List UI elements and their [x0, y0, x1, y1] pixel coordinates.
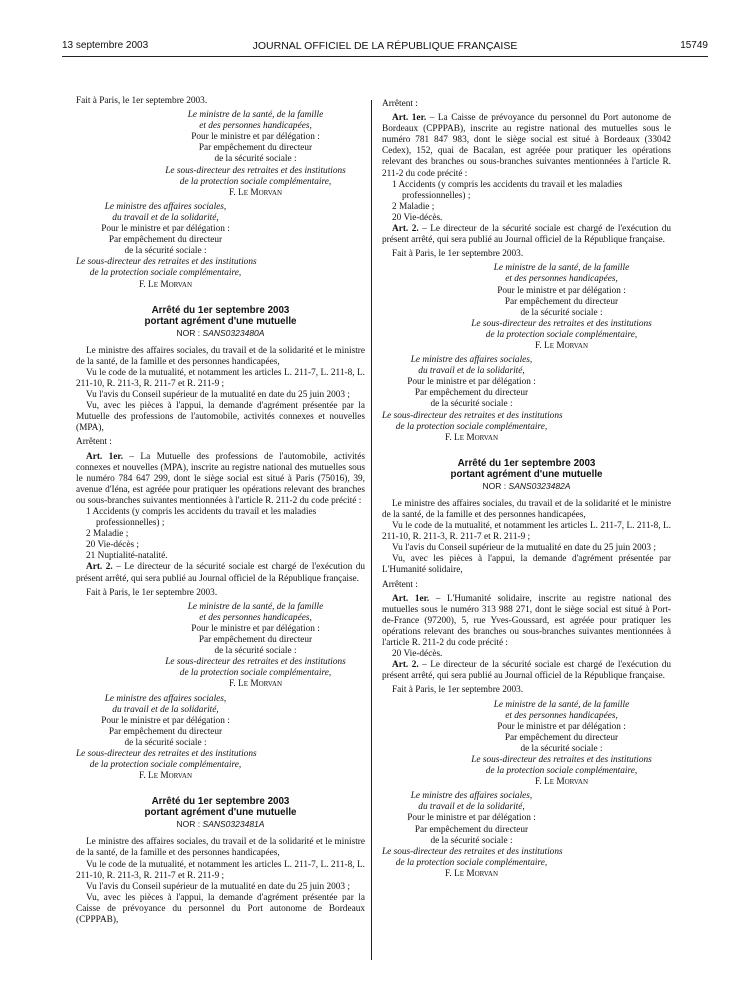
signature-block-sante [146, 110, 365, 199]
signature-block-affaires [76, 202, 255, 291]
page-header [62, 40, 708, 57]
signatory-name: F. Le Morvan [534, 340, 589, 351]
sous-directeur-line: de la protection sociale complémentaire, [89, 760, 242, 771]
empechement-line: de la sécurité sociale : [124, 737, 207, 748]
delegation-line: Pour le ministre et par délégation : [407, 813, 536, 824]
nor-reference [76, 328, 365, 339]
nor-label: NOR : [176, 819, 201, 830]
nor-reference [382, 481, 671, 492]
article-1 [382, 594, 671, 649]
signature-block-sante [452, 263, 671, 352]
signatory-title: Le ministre des affaires sociales, [104, 201, 227, 212]
empechement-line: Par empêchement du directeur [504, 296, 619, 307]
signatory-title: du travail et de la solidarité, [112, 704, 219, 715]
branch-item-cont: professionnelles) ; [96, 518, 165, 529]
article-text: – Le directeur de la sécurité sociale est chargé de l'exécution du présent arrêté, qui sera publié au Journal officiel de la République française. [382, 224, 671, 246]
nor-label: NOR : [176, 327, 201, 338]
empechement-line: de la sécurité sociale : [124, 246, 207, 257]
journal-title: JOURNAL OFFICIEL DE LA RÉPUBLIQUE FRANÇAISE [252, 40, 518, 52]
sous-directeur-line: de la protection sociale complémentaire, [395, 857, 548, 868]
branch-item-cont: professionnelles) ; [402, 190, 471, 201]
empechement-line: de la sécurité sociale : [214, 154, 297, 165]
signatory-title: Le ministre des affaires sociales, [410, 355, 533, 366]
signature-block-sante [146, 602, 365, 691]
visa: Vu l'avis du Conseil supérieur de la mutualité en date du 25 juin 2003 ; [86, 390, 350, 401]
empechement-line: de la sécurité sociale : [520, 307, 603, 318]
signatory-title: et des personnes handicapées, [505, 274, 618, 285]
empechement-line: Par empêchement du directeur [108, 726, 223, 737]
empechement-line: Par empêchement du directeur [108, 235, 223, 246]
visa: Vu, avec les pièces à l'appui, la demande d'agrément présentée par la Caisse de prévoyance du personnel du Port autonome de Bordeaux (CPPPAB), [76, 892, 365, 925]
signatory-title: Le ministre des affaires sociales, [410, 791, 533, 802]
arrete-title-line: Arrêté du 1er septembre 2003 [457, 457, 596, 469]
branch-item: 21 Nuptialité-natalité. [86, 551, 168, 562]
column-divider [371, 100, 372, 960]
empechement-line: Par empêchement du directeur [414, 388, 529, 399]
article-text: – La Mutuelle des professions de l'automobile, activités connexes et nouvelles (MPA), inscrite au registre national des mutuelles sous le numéro 784 647 299, dont le siège social est situé à Paris (75016), 39, avenue d'Iéna, est agréée pour pratiquer les opérations relevant des branches ou sous-branches suivantes mentionnées à l'article R. 211-2 du code précité : [76, 451, 365, 506]
signature-block-affaires [382, 355, 561, 444]
signatory-title: Le ministre de la santé, de la famille [187, 601, 324, 612]
article-2 [382, 660, 671, 682]
empechement-line: de la sécurité sociale : [430, 835, 513, 846]
sous-directeur-line: Le sous-directeur des retraites et des institutions [165, 165, 346, 176]
signatory-title: du travail et de la solidarité, [418, 366, 525, 377]
visa: Vu le code de la mutualité, et notamment les articles L. 211-7, L. 211-8, L. 211-10, R. 211-3, R. 211-7 et R. 211-9 ; [76, 367, 365, 389]
branch-item: 2 Maladie ; [392, 201, 435, 212]
branch-item: 20 Vie-décès ; [86, 540, 139, 551]
arrete-title [76, 796, 365, 818]
signatory-title: Le ministre de la santé, de la famille [493, 699, 630, 710]
arrete-title-line: portant agrément d'une mutuelle [450, 468, 603, 480]
signatory-title: du travail et de la solidarité, [112, 212, 219, 223]
arrete-title-line: Arrêté du 1er septembre 2003 [151, 796, 290, 808]
article-text: – Le directeur de la sécurité sociale est chargé de l'exécution du présent arrêté, qui sera publié au Journal officiel de la République française. [76, 562, 365, 584]
signatory-name: F. Le Morvan [228, 187, 283, 198]
article-1 [76, 452, 365, 507]
signature-block-affaires [76, 694, 255, 783]
signatory-name: F. Le Morvan [534, 777, 589, 788]
signatory-title: Le ministre de la santé, de la famille [493, 263, 630, 274]
sous-directeur-line: de la protection sociale complémentaire, [395, 421, 548, 432]
visa: Vu, avec les pièces à l'appui, la demande d'agrément présentée par la Mutuelle des professions de l'automobile, activités connexes et nouvelles (MPA), [76, 401, 365, 434]
sous-directeur-line: Le sous-directeur des retraites et des institutions [382, 410, 563, 421]
sous-directeur-line: de la protection sociale complémentaire, [179, 668, 332, 679]
delegation-line: Pour le ministre et par délégation : [497, 285, 626, 296]
visa: Vu l'avis du Conseil supérieur de la mutualité en date du 25 juin 2003 ; [392, 543, 656, 554]
sous-directeur-line: Le sous-directeur des retraites et des institutions [382, 846, 563, 857]
signatory-title: Le ministre des affaires sociales, [104, 693, 227, 704]
preamble: Le ministre des affaires sociales, du travail et de la solidarité et le ministre de la santé, de la famille et des personnes handicapées, [382, 498, 671, 520]
delegation-line: Pour le ministre et par délégation : [191, 623, 320, 634]
sous-directeur-line: de la protection sociale complémentaire, [485, 329, 638, 340]
empechement-line: de la sécurité sociale : [520, 743, 603, 754]
visa: Vu le code de la mutualité, et notamment les articles L. 211-7, L. 211-8, L. 211-10, R. 211-3, R. 211-7 et R. 211-9 ; [76, 859, 365, 881]
header-date: 13 septembre 2003 [62, 40, 149, 51]
delegation-line: Pour le ministre et par délégation : [101, 715, 230, 726]
fait-line: Fait à Paris, le 1er septembre 2003. [76, 96, 208, 106]
article-label: Art. 1er. [86, 451, 124, 462]
arrete-title [382, 458, 671, 480]
fait-line: Fait à Paris, le 1er septembre 2003. [86, 587, 218, 598]
arretent-line: Arrêtent : [382, 99, 418, 109]
arretent-line: Arrêtent : [76, 437, 112, 448]
signatory-name: F. Le Morvan [444, 868, 499, 879]
signatory-title: et des personnes handicapées, [505, 710, 618, 721]
nor-code: SANS0323482A [508, 480, 571, 491]
article-label: Art. 1er. [392, 593, 430, 604]
article-2 [382, 224, 671, 246]
fait-line: Fait à Paris, le 1er septembre 2003. [392, 685, 524, 696]
empechement-line: Par empêchement du directeur [414, 824, 529, 835]
article-2 [76, 562, 365, 584]
branch-item: 20 Vie-décès. [392, 649, 443, 660]
signatory-title: et des personnes handicapées, [199, 121, 312, 132]
nor-label: NOR : [482, 480, 507, 491]
sous-directeur-line: de la protection sociale complémentaire, [89, 268, 242, 279]
left-column [76, 96, 365, 926]
article-label: Art. 2. [392, 224, 419, 235]
signatory-title: du travail et de la solidarité, [418, 802, 525, 813]
empechement-line: Par empêchement du directeur [198, 143, 313, 154]
article-text: – Le directeur de la sécurité sociale est chargé de l'exécution du présent arrêté, qui sera publié au Journal officiel de la République française. [382, 660, 671, 682]
sous-directeur-line: Le sous-directeur des retraites et des institutions [471, 318, 652, 329]
delegation-line: Pour le ministre et par délégation : [101, 224, 230, 235]
preamble: Le ministre des affaires sociales, du travail et de la solidarité et le ministre de la santé, de la famille et des personnes handicapées, [76, 837, 365, 859]
arrete-title-line: portant agrément d'une mutuelle [144, 807, 297, 819]
signatory-title: Le ministre de la santé, de la famille [187, 110, 324, 121]
article-text: – L'Humanité solidaire, inscrite au registre national des mutuelles sous le numéro 313 988 271, dont le siège social est situé à Port-de-France (97200), 5, rue Yves-Goussard, est agréée pour pratiquer les opérations relevant des branches ou sous-branches suivantes mentionnées à l'article R. 211-2 du code précité : [382, 593, 671, 649]
signatory-name: F. Le Morvan [138, 279, 193, 290]
empechement-line: de la sécurité sociale : [430, 399, 513, 410]
sous-directeur-line: Le sous-directeur des retraites et des institutions [76, 257, 257, 268]
article-1 [382, 113, 671, 180]
fait-line: Fait à Paris, le 1er septembre 2003. [392, 249, 524, 260]
preamble: Le ministre des affaires sociales, du travail et de la solidarité et le ministre de la santé, de la famille et des personnes handicapées, [76, 345, 365, 367]
nor-reference [76, 819, 365, 830]
branch-item: 1 Accidents (y compris les accidents du travail et les maladies [86, 507, 317, 517]
branch-item: 2 Maladie ; [86, 529, 129, 540]
visa: Vu, avec les pièces à l'appui, la demande d'agrément présentée par L'Humanité solidaire, [382, 554, 671, 576]
signatory-name: F. Le Morvan [138, 771, 193, 782]
article-label: Art. 1er. [392, 113, 427, 124]
article-text: – La Caisse de prévoyance du personnel du Port autonome de Bordeaux (CPPPAB), inscrite au registre national des mutuelles sous le numéro 781 847 983, dont le siège social est situé à Bordeaux (33042 Cedex), 152, quai de Bacalan, est agréée pour pratiquer les opérations relevant des branches ou sous-branches suivantes mentionnées à l'article R. 211-2 du code précité : [382, 113, 671, 179]
nor-code: SANS0323481A [202, 819, 265, 830]
delegation-line: Pour le ministre et par délégation : [407, 377, 536, 388]
signatory-name: F. Le Morvan [228, 679, 283, 690]
page-number: 15749 [680, 40, 708, 51]
arrete-title-line: portant agrément d'une mutuelle [144, 315, 297, 327]
branch-item: 1 Accidents (y compris les accidents du travail et les maladies [392, 179, 623, 190]
sous-directeur-line: Le sous-directeur des retraites et des institutions [76, 748, 257, 759]
empechement-line: de la sécurité sociale : [214, 646, 297, 657]
sous-directeur-line: Le sous-directeur des retraites et des institutions [165, 657, 346, 668]
visa: Vu l'avis du Conseil supérieur de la mutualité en date du 25 juin 2003 ; [86, 881, 350, 892]
article-label: Art. 2. [392, 660, 419, 671]
visa: Vu le code de la mutualité, et notamment les articles L. 211-7, L. 211-8, L. 211-10, R. 211-3, R. 211-7 et R. 211-9 ; [382, 521, 671, 543]
signatory-title: et des personnes handicapées, [199, 612, 312, 623]
nor-code: SANS0323480A [202, 327, 265, 338]
branch-item: 20 Vie-décès. [392, 212, 443, 223]
signature-block-sante [452, 700, 671, 789]
empechement-line: Par empêchement du directeur [198, 635, 313, 646]
arrete-title [76, 305, 365, 327]
sous-directeur-line: Le sous-directeur des retraites et des institutions [471, 754, 652, 765]
sous-directeur-line: de la protection sociale complémentaire, [179, 176, 332, 187]
delegation-line: Pour le ministre et par délégation : [191, 132, 320, 143]
arrete-title-line: Arrêté du 1er septembre 2003 [151, 304, 290, 316]
article-label: Art. 2. [86, 562, 113, 573]
empechement-line: Par empêchement du directeur [504, 732, 619, 743]
signature-block-affaires [382, 791, 561, 880]
arretent-line: Arrêtent : [382, 579, 418, 590]
signatory-name: F. Le Morvan [444, 432, 499, 443]
delegation-line: Pour le ministre et par délégation : [497, 721, 626, 732]
right-column [382, 96, 671, 880]
sous-directeur-line: de la protection sociale complémentaire, [485, 766, 638, 777]
